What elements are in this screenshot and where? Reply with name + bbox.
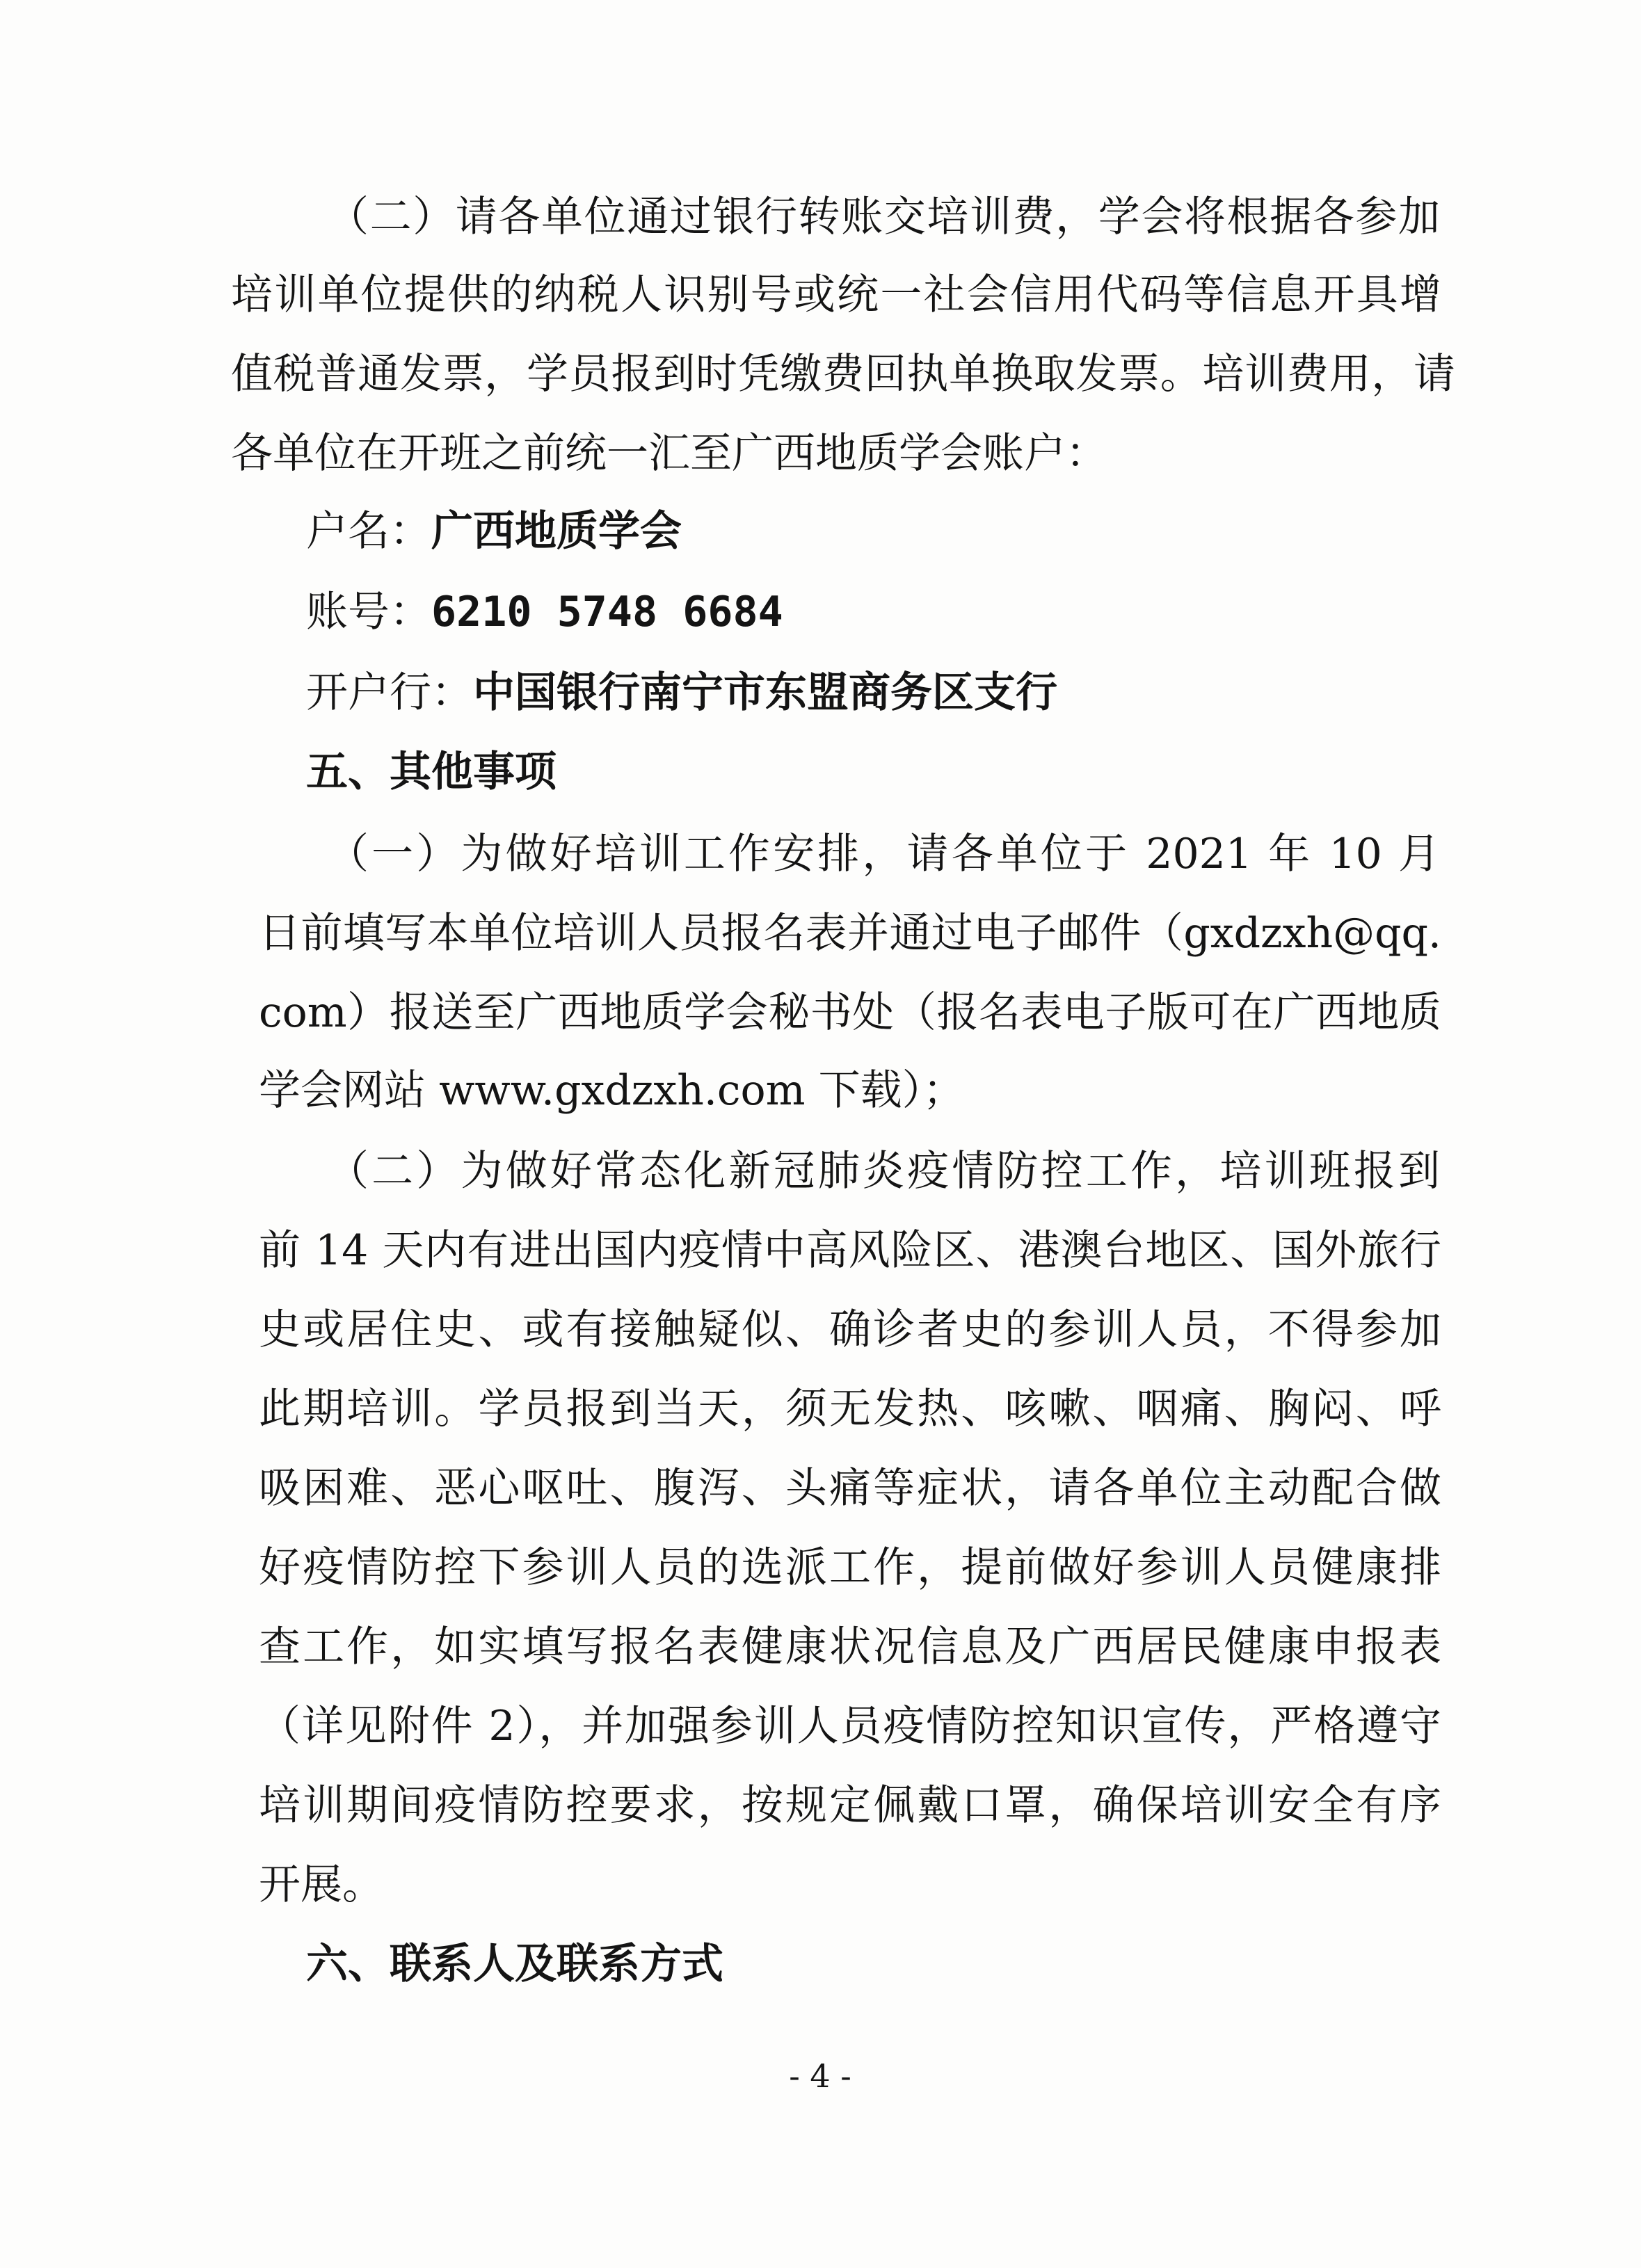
section5-item2-line-7: 查工作，如实填写报名表健康状况信息及广西居民健康申报表 [259, 1623, 1441, 1671]
section5-heading: 五、其他事项 [306, 748, 557, 796]
section5-item2-line-2: 前 14 天内有进出国内疫情中高风险区、港澳台地区、国外旅行 [259, 1226, 1441, 1275]
para1-line-1: （二）请各单位通过银行转账交培训费，学会将根据各参加 [327, 193, 1440, 241]
section5-item2-line-4: 此期培训。学员报到当天，须无发热、咳嗽、咽痛、胸闷、呼 [259, 1385, 1441, 1433]
para1-line-4: 各单位在开班之前统一汇至广西地质学会账户： [231, 429, 1107, 478]
section5-item1-line-3: com）报送至广西地质学会秘书处（报名表电子版可在广西地质 [259, 988, 1441, 1037]
section5-item2-line-1: （二）为做好常态化新冠肺炎疫情防控工作，培训班报到 [327, 1147, 1440, 1196]
account-name-value: 广西地质学会 [431, 507, 682, 556]
para1-line-3: 值税普通发票，学员报到时凭缴费回执单换取发票。培训费用，请 [231, 350, 1455, 399]
account-number-row [306, 584, 783, 640]
account-number-label: 账号： [306, 588, 431, 636]
account-bank-row [306, 665, 1057, 721]
account-number-value: 6210 5748 6684 [431, 588, 783, 636]
account-bank-label: 开户行： [306, 668, 473, 717]
account-name-row [306, 504, 682, 559]
account-name-label: 户名： [306, 507, 431, 556]
page-number: - 4 - [789, 2057, 851, 2095]
section5-item2-line-10: 开展。 [259, 1860, 384, 1909]
section5-item1-line-1: （一）为做好培训工作安排，请各单位于 2021 年 10 月 [327, 830, 1440, 878]
section5-item1-line-2: 日前填写本单位培训人员报名表并通过电子邮件（gxdzxh@qq. [259, 909, 1441, 958]
account-bank-value: 中国银行南宁市东盟商务区支行 [473, 668, 1057, 717]
section5-item2-line-9: 培训期间疫情防控要求，按规定佩戴口罩，确保培训安全有序 [259, 1781, 1441, 1830]
section5-item2-line-8: （详见附件 2），并加强参训人员疫情防控知识宣传，严格遵守 [259, 1702, 1441, 1751]
section5-item2-line-5: 吸困难、恶心呕吐、腹泻、头痛等症状，请各单位主动配合做 [259, 1464, 1441, 1513]
section5-item2-line-3: 史或居住史、或有接触疑似、确诊者史的参训人员，不得参加 [259, 1305, 1441, 1354]
section5-item1-line-4: 学会网站 www.gxdzxh.com 下载）； [259, 1066, 965, 1115]
section6-heading: 六、联系人及联系方式 [306, 1940, 723, 1988]
para1-line-2: 培训单位提供的纳税人识别号或统一社会信用代码等信息开具增 [231, 271, 1441, 319]
section5-item2-line-6: 好疫情防控下参训人员的选派工作，提前做好参训人员健康排 [259, 1543, 1441, 1592]
